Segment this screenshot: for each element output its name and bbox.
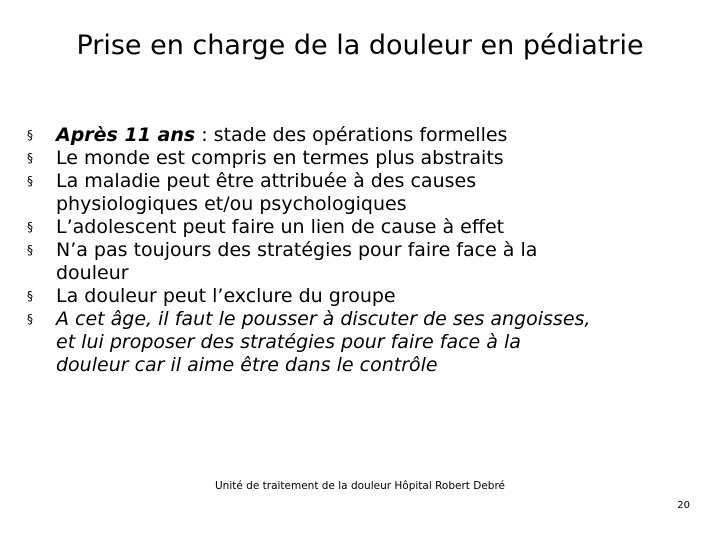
bullet-text-line: et lui proposer des stratégies pour faire face à la bbox=[56, 331, 521, 353]
bullet-marker-icon: § bbox=[27, 174, 33, 188]
slide-footer: Unité de traitement de la douleur Hôpital Robert Debré bbox=[215, 480, 505, 492]
bullet-text-line: douleur bbox=[56, 262, 129, 284]
bullet-item bbox=[22, 285, 702, 308]
bullet-text: La douleur peut l’exclure du groupe bbox=[56, 285, 396, 307]
bullet-text-line: A cet âge, il faut le pousser à discuter de ses angoisses, bbox=[56, 308, 591, 330]
bullet-marker-icon: § bbox=[27, 220, 33, 234]
bullet-item bbox=[22, 239, 702, 285]
bullet-item bbox=[22, 308, 702, 377]
bullet-text: L’adolescent peut faire un lien de cause à effet bbox=[56, 216, 505, 238]
bullet-item bbox=[22, 124, 702, 147]
bullet-marker-icon: § bbox=[27, 312, 33, 326]
bullet-text: Le monde est compris en termes plus abstraits bbox=[56, 147, 504, 169]
bullet-marker-icon: § bbox=[27, 151, 33, 165]
bullet-text-line: physiologiques et/ou psychologiques bbox=[56, 193, 407, 215]
bullet-list bbox=[22, 124, 702, 377]
slide-title: Prise en charge de la douleur en pédiatrie bbox=[76, 30, 644, 61]
bullet-item bbox=[22, 147, 702, 170]
bullet-marker-icon: § bbox=[27, 289, 33, 303]
bullet-item bbox=[22, 170, 702, 216]
bullet-marker-icon: § bbox=[27, 243, 33, 257]
bullet-item bbox=[22, 216, 702, 239]
bullet-text-line: douleur car il aime être dans le contrôle bbox=[56, 354, 438, 376]
bullet-text-line: La maladie peut être attribuée à des causes bbox=[56, 170, 477, 192]
bullet-lead: Après 11 ans bbox=[56, 124, 196, 146]
bullet-text: : stade des opérations formelles bbox=[195, 124, 508, 146]
page-number: 20 bbox=[677, 500, 690, 511]
bullet-marker-icon: § bbox=[27, 128, 33, 142]
bullet-text-line: N’a pas toujours des stratégies pour faire face à la bbox=[56, 239, 538, 261]
